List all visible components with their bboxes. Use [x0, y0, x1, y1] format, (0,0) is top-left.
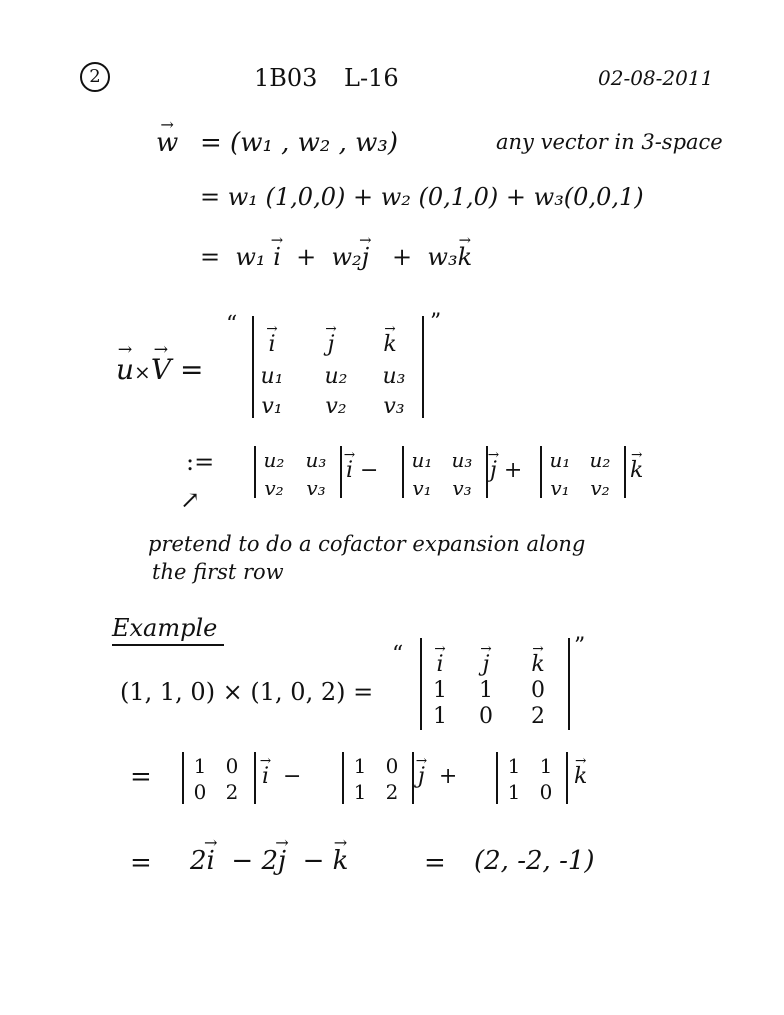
unit-vector-i: → i	[273, 245, 281, 269]
equals-sign: =	[424, 848, 446, 878]
cofactor-cell: 1	[507, 780, 521, 804]
w1-coefficient: w₁	[235, 243, 266, 271]
matrix-cell: → i	[252, 334, 292, 356]
matrix-cell: u₁	[260, 364, 284, 389]
cofactor-cell: v₃	[452, 476, 472, 500]
cofactor-cell: 1	[353, 754, 367, 778]
matrix-cell: → j	[311, 334, 351, 356]
open-quote: “	[226, 312, 238, 337]
cross-sign: ×	[134, 360, 151, 384]
matrix-cell: 0	[479, 704, 493, 729]
cofactor-cell: 0	[225, 754, 239, 778]
matrix-cell: → k	[518, 654, 558, 676]
cofactor-cell: u₂	[589, 448, 611, 472]
example-heading: Example	[112, 614, 218, 642]
cofactor-cell: u₃	[305, 448, 327, 472]
cross-product-lhs	[116, 353, 204, 386]
cofactor-cell: v₂	[590, 476, 610, 500]
vector-w: → w	[156, 130, 178, 156]
matrix-cell: u₂	[324, 364, 348, 389]
determinant-bar-right	[340, 446, 342, 498]
cofactor-cell: u₃	[451, 448, 473, 472]
course-code: 1B03	[254, 64, 318, 92]
expansion-k-term: → k	[574, 766, 587, 788]
cofactor-note-line2: the first row	[152, 560, 284, 584]
determinant-bar-right	[254, 752, 256, 804]
matrix-cell: u₃	[382, 364, 406, 389]
determinant-bar-right	[566, 752, 568, 804]
date-label: 02-08-2011	[598, 66, 714, 90]
vector-v: → V	[151, 356, 171, 384]
cofactor-cell: u₁	[411, 448, 433, 472]
w3-coefficient: w₃	[427, 243, 458, 271]
equals-sign: =	[179, 353, 204, 386]
matrix-cell: 1	[433, 678, 447, 703]
example-underline	[112, 644, 224, 646]
cofactor-cell: 0	[193, 780, 207, 804]
close-quote: ”	[574, 634, 586, 659]
cofactor-cell: 1	[539, 754, 553, 778]
cofactor-k-term: → k	[630, 460, 643, 482]
cofactor-note-line1: pretend to do a cofactor expansion along	[148, 532, 586, 556]
matrix-cell: v₁	[261, 394, 283, 419]
cofactor-cell: v₁	[550, 476, 570, 500]
vector-u: → u	[116, 356, 134, 384]
example-lhs: (1, 1, 0) × (1, 0, 2) =	[120, 678, 374, 706]
cofactor-cell: 0	[539, 780, 553, 804]
matrix-cell: v₂	[325, 394, 347, 419]
result-expression: 2→ i − 2→ j − → k	[190, 848, 348, 874]
determinant-bar-right	[568, 638, 570, 730]
cofactor-cell: u₂	[263, 448, 285, 472]
matrix-cell: 1	[433, 704, 447, 729]
determinant-bar-right	[624, 446, 626, 498]
cofactor-cell: v₂	[264, 476, 284, 500]
any-vector-note: any vector in 3-space	[496, 130, 723, 154]
expansion-i-term: → i −	[262, 766, 301, 788]
unit-vector-j: → j	[362, 245, 369, 269]
matrix-cell: v₃	[383, 394, 405, 419]
open-quote: “	[392, 642, 404, 667]
matrix-cell: → k	[370, 334, 410, 356]
definition-symbol: :=	[186, 448, 215, 476]
determinant-bar-right	[412, 752, 414, 804]
cofactor-cell: 1	[507, 754, 521, 778]
equals-sign: =	[130, 848, 152, 878]
page-number-badge: 2	[80, 62, 110, 92]
cofactor-i-term: → i −	[346, 460, 378, 482]
matrix-cell: → i	[420, 654, 460, 676]
unit-vector-k: → k	[458, 245, 473, 269]
cofactor-cell: 1	[353, 780, 367, 804]
pointer-arrow-icon: ↗	[180, 486, 201, 514]
w-vector-lhs	[156, 130, 178, 156]
w-components: = (w₁ , w₂ , w₃)	[200, 128, 398, 158]
result-tuple: (2, -2, -1)	[474, 846, 595, 876]
plus-sign: +	[296, 243, 317, 271]
cofactor-cell: u₁	[549, 448, 571, 472]
w2-coefficient: w₂	[331, 243, 362, 271]
matrix-cell: 0	[531, 678, 545, 703]
close-quote: ”	[430, 310, 442, 335]
cofactor-cell: v₁	[412, 476, 432, 500]
cofactor-cell: 2	[225, 780, 239, 804]
expansion-j-term: → j +	[418, 766, 457, 788]
cofactor-j-term: → j +	[490, 460, 522, 482]
determinant-bar-right	[422, 316, 424, 418]
cofactor-cell: 0	[385, 754, 399, 778]
matrix-cell: 2	[531, 704, 545, 729]
plus-sign: +	[392, 243, 413, 271]
matrix-cell: → j	[466, 654, 506, 676]
lecture-label: L-16	[344, 64, 399, 92]
w-standard-basis-expansion: = w₁ (1,0,0) + w₂ (0,1,0) + w₃(0,0,1)	[200, 183, 644, 211]
cofactor-cell: v₃	[306, 476, 326, 500]
cofactor-cell: 2	[385, 780, 399, 804]
equals-sign: =	[200, 243, 221, 271]
w-unit-vector-expansion	[200, 245, 472, 269]
matrix-cell: 1	[479, 678, 493, 703]
equals-sign: =	[130, 762, 152, 792]
cofactor-cell: 1	[193, 754, 207, 778]
